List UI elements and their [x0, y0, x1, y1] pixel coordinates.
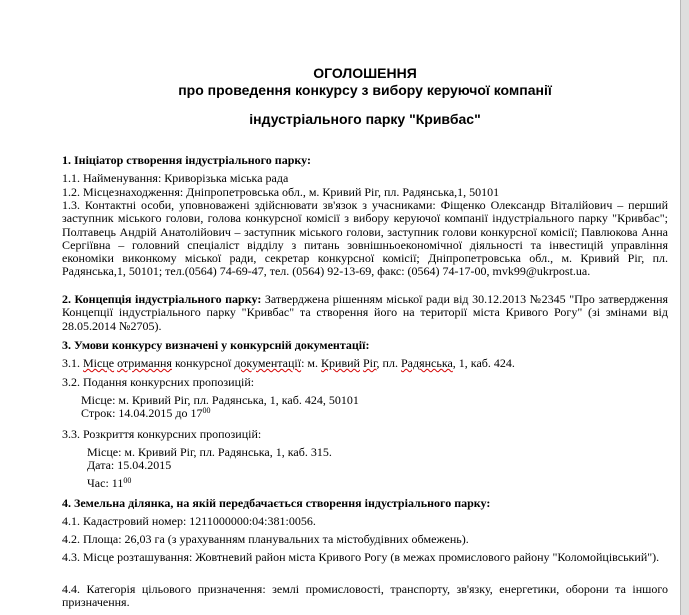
section-1-heading: 1. Ініціатор створення індустріального парку:	[62, 153, 311, 167]
section-3-2-place: Місце: м. Кривий Ріг, пл. Радянська, 1, каб. 424, 50101	[81, 393, 359, 407]
section-3-2-term: Строк: 14.04.2015 до $17^{00}$	[81, 406, 211, 420]
section-3-heading: 3. Умови конкурсу визначені у конкурсній документації:	[62, 338, 370, 352]
section-3-3-date: Дата: 15.04.2015	[87, 458, 172, 472]
section-1-2: 1.2. Місцезнаходження: Дніпропетровська обл., м. Кривий Ріг, пл. Радянська,1, 50101	[62, 185, 500, 199]
section-1-1: 1.1. Найменування: Криворізька міська рада	[62, 171, 289, 185]
section-3-2: 3.2. Подання конкурсних пропозицій:	[62, 375, 255, 389]
section-3-3-time: Час: $11^{00}$	[87, 476, 132, 490]
section-3-1: 3.1. Місце отримання конкурсної документації: м. Кривий Ріг, пл. Радянська, 1, каб. 424.	[62, 356, 515, 370]
section-3-3: 3.3. Розкриття конкурсних пропозицій:	[62, 427, 262, 441]
section-4-4: 4.4. Категорія цільового призначення: землі промисловості, транспорту, зв'язку, енергетики, оборони та іншого призначення.	[62, 582, 668, 610]
section-3-3-place: Місце: м. Кривий Ріг, пл. Радянська, 1, каб. 315.	[87, 445, 332, 459]
section-1-3: 1.3. Контактні особи, уповноважені здійснювати зв'язок з учасниками: Фіщенко Олександр Віталійович – перший заступник міського голови, голова конкурсної комісії з вибору керуючої компанії індустріального парку "Кривбас"; Полтавець Андрій Анатолійович – заступник міського голови, заступник голови конкурсної комісії; Павлюкова Анна Сергіївна – головний спеціаліст відділу з питань зовнішньоекономічної діяльності та інвестицій управління економіки виконкому міської ради, секретар конкурсної комісії; Дніпропетровська обл., м. Кривий Ріг, пл. Радянська,1, 50101; тел.(0564) 74-69-47, тел. (0564) 92-13-69, факс: (0564) 74-17-00, mvk99@ukrpost.ua.	[62, 198, 668, 279]
section-4-2: 4.2. Площа: 26,03 га (з урахуванням планувальних та містобудівних обмежень).	[62, 532, 469, 546]
section-4-3: 4.3. Місце розташування: Жовтневий район міста Кривого Рогу (в межах промислового району "Коломойцівський").	[62, 550, 660, 564]
section-4-heading: 4. Земельна ділянка, на якій передбачається створення індустріального парку:	[62, 496, 491, 510]
section-2-text: Затверджена рішенням міської ради від 30.12.2013 №2345 "Про затвердження Концепції індустріального парку "Кривбас" та створення його на території міста Кривого Рогу" (зі змінами від 28.05.2014 №2705).	[62, 292, 669, 333]
page-subtitle-2: індустріального парку "Кривбас"	[249, 111, 481, 127]
page-subtitle: про проведення конкурсу з вибору керуючої компанії	[178, 82, 552, 98]
section-2-heading: 2. Концепція індустріального парку:	[62, 292, 262, 306]
page-title: ОГОЛОШЕННЯ	[313, 65, 417, 81]
window-scrollbar[interactable]	[680, 0, 689, 615]
section-4-1: 4.1. Кадастровий номер: 1211000000:04:381:0056.	[62, 514, 316, 528]
section-2	[62, 293, 668, 333]
